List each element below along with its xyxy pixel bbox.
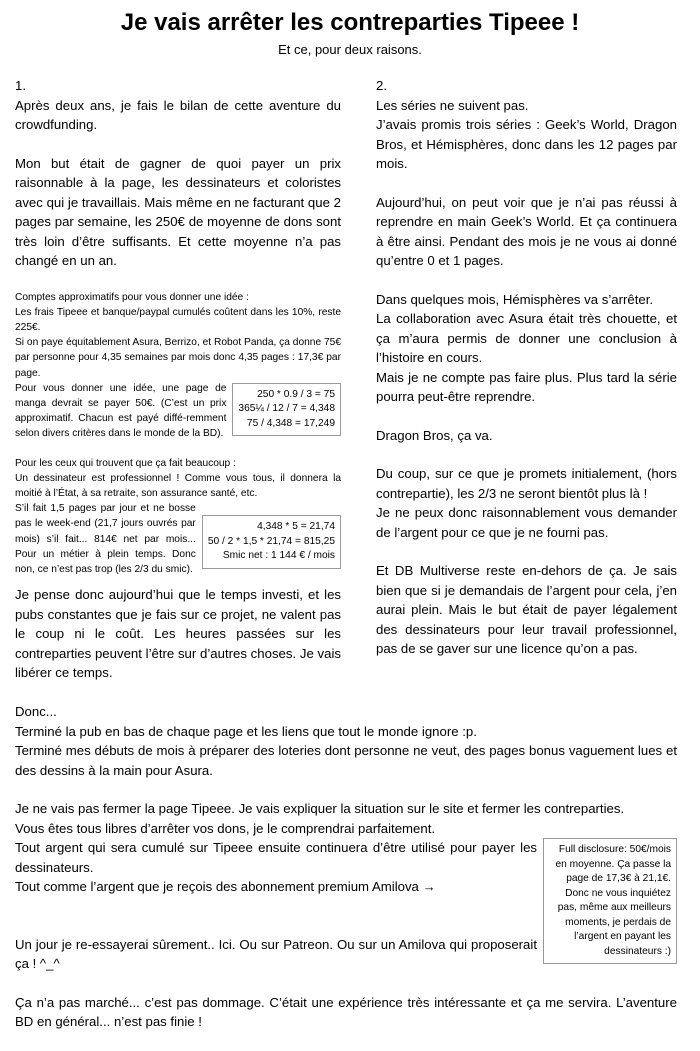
calc-box-1 [232, 383, 341, 437]
bottom-line: Un jour je re-essayerai sûrement.. Ici. Ou sur Patreon. Ou sur un Amilova qui proposerait ça ! ^_^ [15, 936, 537, 971]
bottom-line: Donc... [15, 704, 57, 719]
right-hemispheres-1: Dans quelques mois, Hémisphères va s’arrêter. [376, 291, 654, 307]
right-geeks-world: Aujourd’hui, on peut voir que je n’ai pas réussi à reprendre en main Geek’s World. Et ça continuera à être ainsi. Pendant des mois je ne vous ai donné qu’entre 0 et 1 pages. [376, 194, 677, 268]
calc-line: 75 / 4,348 = 17,249 [246, 417, 335, 429]
full-disclosure-box: Full disclosure: 50€/mois en moyenne. Ça passe la page de 17,3€ à 21,1€. Donc ne vous inquiétez pas, même aux meilleurs moments, je perdais de l’argent en payant les dessinateurs :) [543, 838, 677, 964]
bottom-line: Tout comme l’argent que je reçois des abonnement premium Amilova → [15, 879, 436, 894]
bottom-section [15, 702, 677, 1051]
calc-box-2 [202, 515, 341, 569]
right-db-multiverse: Et DB Multiverse reste en-dehors de ça. Je sais bien que si je demandais de l’argent pour cela, j’en aurai plein. Mais le but était de payer légalement des dessinateurs pour leur travail professionnel, pas de se gaver sur une licence qu’on a pas. [376, 563, 677, 656]
right-series-list: J’avais promis trois séries : Geek’s World, Dragon Bros, et Hémisphères, donc dans les 12 pages par mois. [376, 117, 677, 171]
left-paragraph-3: Je pense donc aujourd’hui que le temps investi, et les pubs constantes que je fais sur ce projet, ne valent pas le coup ni le coût. Les heures passées sur les contreparties peuvent l’être sur d’autres choses. Je vais libérer ce temps. [15, 587, 341, 681]
right-dragon-bros: Dragon Bros, ça va. [376, 427, 493, 443]
accounts-manga-price [15, 381, 341, 442]
accounts-intro: Comptes approximatifs pour vous donner une idée : [15, 291, 249, 303]
page-subtitle: Et ce, pour deux raisons. [278, 42, 422, 57]
right-hemispheres-3: Mais je ne compte pas faire plus. Plus tard la série pourra peut-être reprendre. [376, 369, 677, 404]
page-title: Je vais arrêter les contreparties Tipeee ! [120, 9, 580, 36]
left-paragraph-1: Après deux ans, je fais le bilan de cette aventure du crowdfunding. [15, 97, 341, 132]
too-much-intro: Pour les ceux qui trouvent que ça fait beaucoup : [15, 457, 236, 469]
calc-line: 250 * 0.9 / 3 = 75 [257, 388, 335, 400]
calc-line: Smic net : 1 144 € / mois [222, 550, 335, 562]
right-hemispheres-2: La collaboration avec Asura était très chouette, et ça m’aura permis de donner une conclusion à l’histoire en cours. [376, 311, 677, 365]
right-column [376, 76, 677, 678]
calc-line: 50 / 2 * 1,5 * 21,74 = 815,25 [207, 535, 335, 547]
bottom-block-2 [15, 799, 677, 974]
calc-line: 4,348 * 5 = 21,74 [257, 521, 335, 533]
too-much-text: S’il fait 1,5 pages par jour et ne bosse pas le week-end (21,7 jours ouvrés par mois) s’il fait... 814€ net par mois... Pour un métier à plein temps. Donc non, ce n’est pas trop (les 2/3 du smic). [15, 503, 196, 575]
calc-line: 365¼ / 12 / 7 = 4,348 [238, 403, 335, 415]
right-series-intro: Les séries ne suivent pas. [376, 97, 529, 113]
bottom-line: Vous êtes tous libres d’arrêter vos dons, je le comprendrai parfaitement. [15, 820, 436, 836]
accounts-split: Si on paye équitablement Asura, Berrizo, et Robot Panda, ça donne 75€ par personne pour 4,35 semaines par mois donc 4,35 pages : 17,3€ par page. [15, 337, 341, 379]
too-much-calc [15, 501, 341, 577]
right-conclusion-1: Du coup, sur ce que je promets initialement, (hors contrepartie), les 2/3 ne seront bientôt plus là ! [376, 466, 677, 501]
bottom-block-1 [15, 702, 677, 780]
left-column [15, 76, 341, 702]
left-paragraph-2: Mon but était de gagner de quoi payer un prix raisonnable à la page, les dessinateurs et coloristes avec qui je travaillais. Mais même en ne facturant que 2 pages par semaine, les 250€ de moyenne de dons sont très loin d’être suffisants. Et cette moyenne n’a pas changé en un an. [15, 155, 341, 268]
bottom-closing: Ça n’a pas marché... c’est pas dommage. C’était une expérience très intéressante et ça me servira. L’aventure BD en général... n’est pas finie ! [15, 994, 677, 1029]
too-much-professional: Un dessinateur est professionnel ! Comme vous tous, il donnera la moitié à l’État, à sa retraite, son assurance santé, etc. [15, 472, 341, 499]
right-conclusion-2: Je ne peux donc raisonnablement vous demander de l’argent pour ce que je ne fourni pas. [376, 505, 677, 540]
bottom-line: Terminé la pub en bas de chaque page et les liens que tout le monde ignore :p. [15, 723, 477, 739]
bottom-line: Je ne vais pas fermer la page Tipeee. Je vais expliquer la situation sur le site et fermer les contreparties. [15, 801, 625, 816]
bottom-line: Tout argent qui sera cumulé sur Tipeee ensuite continuera d’être utilisé pour payer les dessinateurs. [15, 840, 537, 875]
bottom-line: Terminé mes débuts de mois à préparer des loteries dont personne ne veut, des pages bonus vaguement lues et des dessins à la main pour Asura. [15, 743, 677, 778]
section-number-2: 2. [376, 78, 387, 93]
accounts-fees: Les frais Tipeee et banque/paypal cumulés coûtent dans les 10%, reste 225€. [15, 306, 341, 333]
manga-price-text: Pour vous donner une idée, une page de manga devrait se payer 50€. (C’est un prix approximatif. Chacun est payé diffé-remment selon divers critères dans le monde de la BD). [15, 382, 227, 440]
section-number-1: 1. [15, 78, 26, 93]
